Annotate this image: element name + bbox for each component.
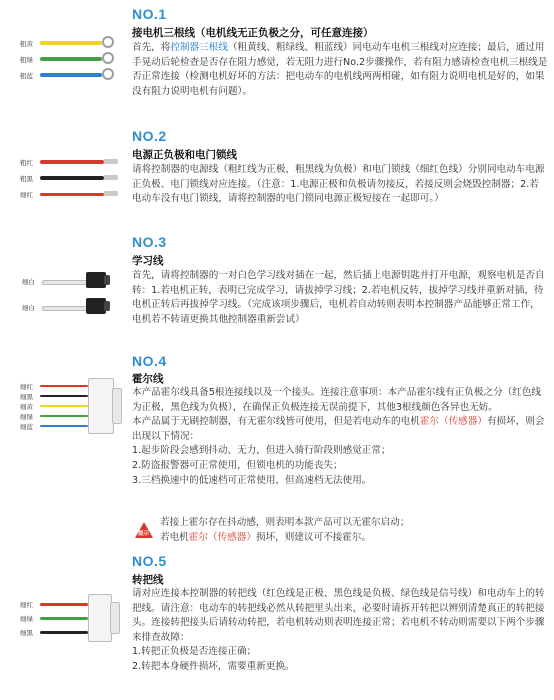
step-title: 电源正负极和电门锁线 bbox=[132, 149, 237, 161]
ring-terminal-icon bbox=[102, 68, 114, 80]
connector-icon bbox=[86, 272, 106, 288]
wire-label: 粗红 bbox=[20, 159, 33, 167]
white-wire bbox=[42, 306, 88, 311]
step-body: 请对应连接本控制器的转把线（红色线是正极、黑色线是负极、绿色线是信号线）和电动车上的转把线。请注意：电动车的转把线必然从转把里头出来，必要时请拆开转把以辨别清楚真正的转把接头。连接转把接头后请转动转把，若电机转动则表明连接正常；若电机不转动则需要以下两个步骤来排查故障： 1.转把正负极是否连接正确； 2.转把本身硬件损坏，需要重新更换。 bbox=[132, 587, 548, 675]
wire-label: 细黄 bbox=[20, 403, 33, 411]
wire-label: 粗绿 bbox=[20, 56, 33, 64]
step-body: 请将控制器的电源线（粗红线为正极，粗黑线为负极）和电门锁线（细红色线）分别同电动车电源正负极、电门锁线对应连接。（注意：1.电源正极和负极请勿接反，若接反则会烧毁控制器；2.若电动车没有电门锁线，请将控制器的电门锁同电源正极短接在一起即可。） bbox=[132, 164, 545, 205]
wire-label: 细黑 bbox=[20, 393, 33, 401]
step-title: 学习线 bbox=[132, 255, 164, 267]
black-wire bbox=[40, 631, 88, 634]
thick-red-wire bbox=[40, 160, 104, 164]
step-number: NO.1 bbox=[132, 6, 167, 22]
warning-icon-label: 提示 bbox=[138, 531, 150, 537]
connector-tab-icon bbox=[104, 275, 110, 285]
wire-label: 粗黑 bbox=[20, 175, 33, 183]
thick-black-wire bbox=[40, 176, 104, 180]
throttle-connector-latch-icon bbox=[110, 602, 120, 634]
step-number: NO.2 bbox=[132, 128, 167, 144]
ring-terminal-icon bbox=[102, 52, 114, 64]
wire-label: 细黑 bbox=[20, 629, 33, 637]
step-body: 首先，请将控制器的一对白色学习线对插在一起，然后插上电源钥匙并打开电源，观察电机是否自转：1.若电机正转，表明已完成学习，请拔掉学习线；2.若电机反转，拔掉学习线并重新对插，待电机正转后再拔掉学习线。（完成该项步骤后，电机若自动转则表明本控制器产品能够正常工作，电机若不转请更换其他控制器重新尝试） bbox=[132, 270, 545, 325]
green-wire bbox=[40, 57, 102, 61]
connector-icon bbox=[86, 298, 106, 314]
thin-red-wire bbox=[40, 193, 104, 196]
step-body: 首先，将控制器三根线（粗黄线、粗绿线、粗蓝线）同电动车电机三根线对应连接；最后，通过用手晃动后轮检查是否存在阻力感觉，若无阻力进行No.2步骤操作，若有阻力感请检查电机三根线是否正常连接（检测电机好坏的方法：把电动车的电机线两两相碰，如有阻力说明电机是好的，如果没有阻力说明电机有问题）。 bbox=[132, 42, 548, 97]
green-wire bbox=[40, 415, 88, 417]
ring-terminal-icon bbox=[102, 36, 114, 48]
list-item: 2.防盗报警器可正常使用，但锁电机的功能丧失； bbox=[132, 459, 343, 471]
blue-wire bbox=[40, 425, 88, 427]
wire-label: 粗蓝 bbox=[20, 72, 33, 80]
green-wire bbox=[40, 617, 88, 620]
wire-label: 细红 bbox=[20, 601, 33, 609]
step-number: NO.4 bbox=[132, 353, 167, 369]
wire-label: 细绿 bbox=[20, 615, 33, 623]
hall-connector-icon bbox=[88, 378, 114, 434]
wire-label: 细红 bbox=[20, 383, 33, 391]
wire-label: 细蓝 bbox=[20, 423, 33, 431]
wire-tip-icon bbox=[104, 191, 118, 196]
red-wire bbox=[40, 385, 88, 387]
black-wire bbox=[40, 395, 88, 397]
step-title: 转把线 bbox=[132, 574, 164, 586]
throttle-connector-icon bbox=[88, 594, 112, 642]
wire-label: 细白 bbox=[22, 304, 35, 312]
hall-connector-latch-icon bbox=[112, 388, 122, 424]
wire-tip-icon bbox=[104, 175, 118, 180]
connector-tab-icon bbox=[104, 301, 110, 311]
list-item: 3.三档换速中的低速档可正常使用，但高速档无法使用。 bbox=[132, 474, 372, 486]
white-wire bbox=[42, 280, 88, 285]
yellow-wire bbox=[40, 405, 88, 407]
yellow-wire bbox=[40, 41, 102, 45]
blue-wire bbox=[40, 73, 102, 77]
step-title: 接电机三根线（电机线无正负极之分，可任意连接） bbox=[132, 27, 374, 39]
list-item: 1.转把正负极是否连接正确； bbox=[132, 646, 257, 658]
wire-label: 细绿 bbox=[20, 413, 33, 421]
wire-label: 粗黄 bbox=[20, 40, 33, 48]
list-item: 1.起步阶段会感到抖动、无力，但进入骑行阶段则感觉正常； bbox=[132, 445, 391, 457]
warning-note: 若接上霍尔存在抖动感，则表明本款产品可以无霍尔启动； 若电机霍尔（传感器）损坏，则建议可不接霍尔。 bbox=[160, 517, 410, 543]
step-number: NO.5 bbox=[132, 553, 167, 569]
red-wire bbox=[40, 603, 88, 606]
list-item: 2.转把本身硬件损坏，需要重新更换。 bbox=[132, 660, 295, 672]
step-number: NO.3 bbox=[132, 234, 167, 250]
wire-label: 细红 bbox=[20, 191, 33, 199]
wire-tip-icon bbox=[104, 159, 118, 164]
wire-label: 细白 bbox=[22, 278, 35, 286]
step-title: 霍尔线 bbox=[132, 373, 164, 385]
step-body: 本产品霍尔线具备5根连接线以及一个接头。连接注意事项：本产品霍尔线有正负极之分（红色线为正极，黑色线为负极），在确保正负极连接无误前提下，其他3根线颜色各异也无妨。 本产品属于无刷控制器，有无霍尔线皆可使用，但是若电动车的电机霍尔（传感器）有损坏，则会出现以下情况： 1.起步阶段会感到抖动、无力，但进入骑行阶段则感觉正常； 2.防盗报警器可正常使用，但锁电机的功能丧失； 3.三档换速中的低速档可正常使用，但高速档无法使用。 bbox=[132, 386, 548, 488]
